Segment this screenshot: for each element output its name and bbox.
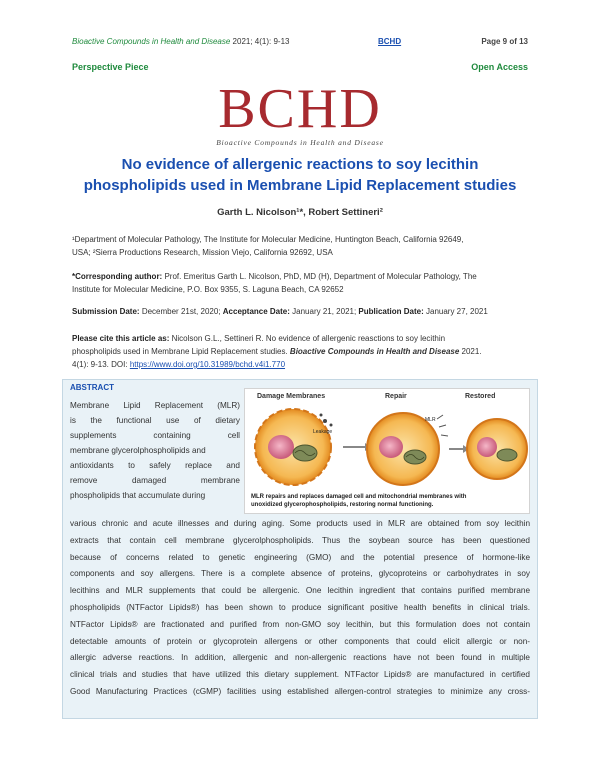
abstract-line: is the functional use of dietary: [70, 416, 240, 425]
cite-as: Please cite this article as: Nicolson G.L., Settineri R. No evidence of allergenic reasctions to soy lecithin phospholipids used in Membrane Lipid Replacement studies. Bioactive Compounds in Health and Disease 2021. 4(1): 9-13. DOI: https://www.doi.org/10.31989/bchd.v4i1.770: [72, 334, 482, 369]
abstract-line: supplements containing cell: [70, 431, 240, 440]
doi-link[interactable]: https://www.doi.org/10.31989/bchd.v4i1.770: [129, 360, 286, 369]
cell-illustration: [245, 403, 529, 493]
article-dates: Submission Date: December 21st, 2020; Acceptance Date: January 21, 2021; Publication Date: January 27, 2021: [72, 307, 488, 316]
abstract-heading: ABSTRACT: [70, 383, 114, 392]
open-access-label: Open Access: [471, 62, 528, 72]
title-line: No evidence of allergenic reactions to soy lecithin: [121, 156, 479, 173]
page-number: Page 9 of 13: [481, 37, 528, 46]
corresponding-author: *Corresponding author: Prof. Emeritus Garth L. Nicolson, PhD, MD (H), Department of Molecular Pathology, The Institute for Molecular Medicine, P.O. Box 9355, S. Laguna Beach, CA 92652: [72, 272, 477, 294]
running-header: [72, 37, 528, 51]
leakage-label: Leakage: [313, 429, 333, 435]
graphical-abstract: [244, 388, 530, 514]
abstract-line: various chronic and acute illnesses and during aging. Some products used in MLR are obtained from soy lecithin: [70, 519, 530, 528]
abstract-line: Good Manufacturing Practices (cGMP) facilities using established allergen-control strategies to minimize any cross-: [70, 686, 530, 696]
abstract-narrow-column: [70, 398, 240, 503]
article-type: Perspective Piece: [72, 62, 149, 72]
abstract-line: lecithins and MLR supplements that could be allergenic. One lecithin ingredient that contains purified membrane: [70, 586, 530, 596]
section-row: [72, 62, 528, 76]
affiliation-line: USA; ²Sierra Productions Research, Mission Viejo, California 92692, USA: [72, 248, 333, 257]
affiliation-line: ¹Department of Molecular Pathology, The Institute for Molecular Medicine, Huntington Beach, California 92649,: [72, 235, 464, 244]
abstract-line: detectable amounts of protein or glycoprotein allergens or other components that could elicit allergic or non-: [70, 636, 530, 646]
repair-cell: [367, 413, 439, 485]
figure-label-restored: Restored: [465, 393, 496, 400]
journal-citation: Bioactive Compounds in Health and Disease 2021; 4(1): 9-13: [72, 37, 290, 46]
abstract-line: remove damaged membrane: [70, 476, 240, 485]
abstract-line: clinical trials and studies that have utilized this dietary supplement. NTFactor Lipids® are manufactured in certified: [70, 670, 530, 680]
article-title: [72, 154, 528, 196]
journal-logo: [0, 78, 600, 147]
abstract-line: Membrane Lipid Replacement (MLR): [70, 401, 240, 410]
figure-label-repair: Repair: [385, 393, 407, 400]
abstract-line: extracts that contain cell membrane glycerolphospholipids. Thus the soybean source has been questioned: [70, 535, 530, 545]
damaged-cell: [255, 409, 331, 485]
abstract-line: membrane glycerolphospholipids and: [70, 446, 206, 455]
title-line: phospholipids used in Membrane Lipid Replacement studies: [83, 177, 517, 194]
abstract-line: allergic adverse reactions. In addition, allergenic and non-allergenic reactions have not been found in multiple: [70, 653, 530, 663]
authors: Garth L. Nicolson¹*, Robert Settineri²: [217, 207, 383, 218]
abstract-line: antioxidants to safely replace and: [70, 461, 240, 470]
abstract-body: [70, 516, 530, 701]
figure-label-damage: Damage Membranes: [257, 393, 326, 400]
abstract-line: NTFactor Lipids® are fractionated and purified from non-GMO soy lecithin, but this formulation does not contain: [70, 619, 530, 629]
logo-subtitle: Bioactive Compounds in Health and Disease: [216, 138, 384, 147]
abstract-line: because of concerns related to genetic engineering (GMO) and the potential presence of hormone-like: [70, 552, 530, 562]
abstract-line: phospholipids that accumulate during: [70, 491, 206, 500]
mlr-label: MLR: [425, 417, 436, 423]
abstract-line: components and soy allergens. There is a complete absence of proteins, glycoproteins or carbohydrates in soy: [70, 569, 530, 579]
abstract-line: phospholipids (NTFactor Lipids®) has been shown to produce significant positive health benefits in clinical trials.: [70, 602, 530, 612]
cite-label: Please cite this article as:: [72, 334, 170, 343]
figure-caption: MLR repairs and replaces damaged cell and mitochondrial membranes with unoxidized glycerophospholipids, restoring normal functioning.: [251, 494, 467, 508]
journal-abbr-link[interactable]: BCHD: [378, 37, 402, 46]
affiliations: [72, 233, 528, 259]
logo-wordmark: BCHD: [218, 78, 382, 140]
restored-cell: [467, 419, 527, 479]
corresponding-label: *Corresponding author:: [72, 272, 163, 281]
